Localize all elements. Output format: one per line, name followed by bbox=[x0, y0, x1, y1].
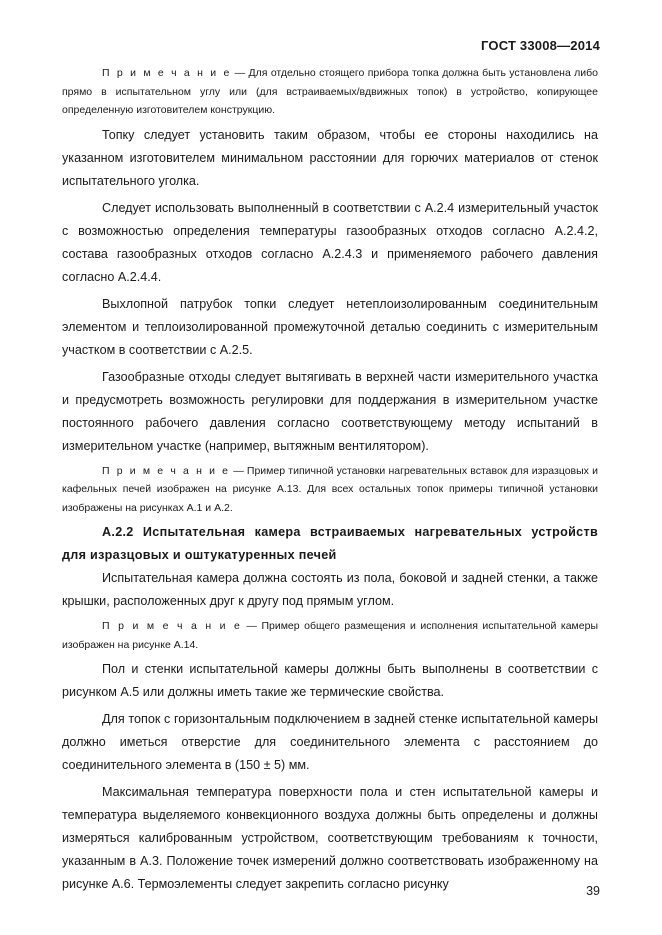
note-label: П р и м е ч а н и е bbox=[102, 620, 242, 632]
body-paragraph: Пол и стенки испытательной камеры должны быть выполнены в соответствии с рисунком А.5 или должны иметь такие же термические свойства. bbox=[62, 662, 598, 699]
body-paragraph: Испытательная камера должна состоять из пола, боковой и задней стенки, а также крышки, расположенных друг к другу под прямым углом. bbox=[62, 571, 598, 608]
body-paragraph: Максимальная температура поверхности пола и стен испытательной камеры и температура выделяемого конвекционного воздуха должны быть определены и должны измеряться калиброванным устройством, соответствующим требованиям к точности, указанным в А.3. Положение точек измерений должно соответствовать изображенному на рисунке А.6. Термоэлементы следует закрепить согласно рисунку bbox=[62, 785, 598, 891]
note-paragraph bbox=[62, 64, 598, 120]
note-paragraph bbox=[62, 462, 598, 518]
note-label: П р и м е ч а н и е bbox=[102, 67, 232, 79]
section-heading: А.2.2 Испытательная камера встраиваемых нагревательных устройств для изразцовых и оштукатуренных печей bbox=[62, 525, 598, 562]
note-text: — Для отдельно стоящего прибора топка должна быть установлена либо прямо в испытательном углу или (для встраиваемых/вдвижных топок) в устройство, копирующее определенную изготовителем конструкцию. bbox=[62, 67, 598, 116]
page-number: 39 bbox=[586, 884, 600, 898]
body-paragraph: Топку следует установить таким образом, чтобы ее стороны находились на указанном изготовителем минимальном расстоянии для горючих материалов от стенок испытательного уголка. bbox=[62, 127, 598, 188]
body-paragraph: Выхлопной патрубок топки следует нетеплоизолированным соединительным элементом и теплоизолированной промежуточной деталью соединить с измерительным участком в соответствии с А.2.5. bbox=[62, 296, 598, 357]
body-paragraph: Для топок с горизонтальным подключением в задней стенке испытательной камеры должно иметься отверстие для соединительного элемента с расстоянием до соединительного элемента в (150 ± 5) мм. bbox=[62, 712, 598, 772]
body-paragraph: Следует использовать выполненный в соответствии с А.2.4 измерительный участок с возможностью определения температуры газообразных отходов согласно А.2.4.2, состава газообразных отходов согласно А.2.4.3 и применяемого рабочего давления согласно А.2.4.4. bbox=[62, 200, 598, 284]
note-paragraph bbox=[62, 617, 598, 654]
note-label: П р и м е ч а н и е bbox=[102, 464, 230, 477]
document-body bbox=[62, 64, 598, 896]
body-paragraph: Газообразные отходы следует вытягивать в верхней части измерительного участка и предусмотреть возможность регулировки для поддержания в измерительном участке постоянного рабочего давления согласно соответствующему методу испытаний в измерительном участке (например, вытяжным вентилятором). bbox=[62, 369, 598, 453]
note-text: — Пример типичной установки нагревательных вставок для изразцовых и кафельных печей изображен на рисунке А.13. Для всех остальных топок примеры типичной установки изображены на рисунках А.1 и А.2. bbox=[62, 464, 598, 514]
note-text: — Пример общего размещения и исполнения испытательной камеры изображен на рисунке А.14. bbox=[62, 620, 598, 651]
document-id-header: ГОСТ 33008—2014 bbox=[481, 38, 600, 53]
